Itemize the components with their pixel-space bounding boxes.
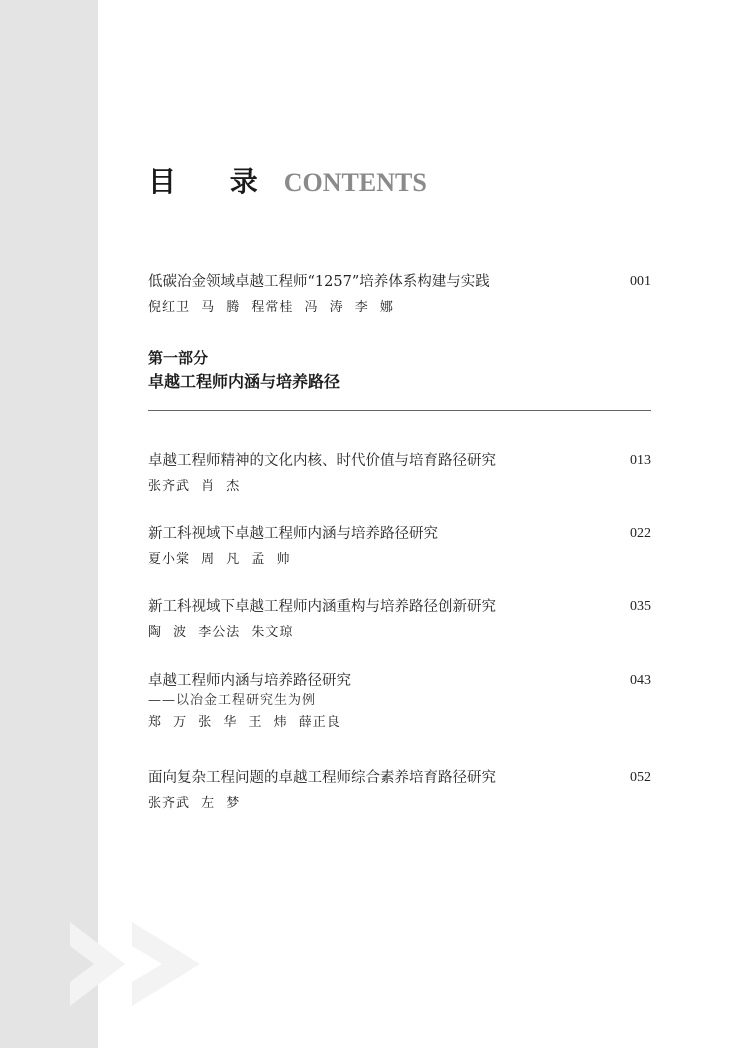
entry-page-number: 001 (630, 274, 651, 289)
entry-page-number: 013 (630, 453, 651, 468)
toc-heading-en: CONTENTS (283, 168, 427, 197)
toc-entry[interactable] (148, 597, 651, 643)
entry-page-number: 043 (630, 673, 651, 688)
toc-entry[interactable] (148, 272, 651, 318)
entry-title: 面向复杂工程问题的卓越工程师综合素养培育路径研究 (148, 770, 496, 786)
toc-entry[interactable] (148, 524, 651, 570)
entry-authors: 郑 万 张 华 王 炜 薛正良 (148, 715, 341, 730)
section-header (148, 346, 651, 394)
entry-authors: 陶 波 李公法 朱文琼 (148, 625, 294, 640)
entry-authors: 夏小棠 周 凡 孟 帅 (148, 552, 291, 567)
entry-page-number: 022 (630, 526, 651, 541)
entry-page-number: 035 (630, 599, 651, 614)
toc-entry[interactable] (148, 451, 651, 497)
toc-entry[interactable] (148, 768, 651, 814)
side-band (0, 0, 98, 1048)
entry-title: 低碳冶金领域卓越工程师“1257”培养体系构建与实践 (148, 274, 490, 290)
entry-title: 新工科视域下卓越工程师内涵与培养路径研究 (148, 526, 438, 542)
toc-heading (148, 160, 427, 200)
entry-authors: 张齐武 左 梦 (148, 796, 241, 811)
toc-entry[interactable] (148, 671, 651, 733)
section-divider (148, 410, 651, 411)
section-label: 第一部分 (148, 349, 209, 367)
chevron-arrows-icon (70, 922, 210, 1006)
entry-page-number: 052 (630, 770, 651, 785)
entry-title: 卓越工程师内涵与培养路径研究 (148, 673, 351, 689)
entry-subtitle: ——以冶金工程研究生为例 (148, 693, 317, 708)
entry-title: 新工科视域下卓越工程师内涵重构与培养路径创新研究 (148, 599, 496, 615)
toc-heading-zh: 目 录 (148, 165, 280, 198)
entry-authors: 倪红卫 马 腾 程常桂 冯 涛 李 娜 (148, 300, 394, 315)
entry-authors: 张齐武 肖 杰 (148, 479, 241, 494)
section-name: 卓越工程师内涵与培养路径 (148, 372, 341, 391)
entry-title: 卓越工程师精神的文化内核、时代价值与培育路径研究 (148, 453, 496, 469)
